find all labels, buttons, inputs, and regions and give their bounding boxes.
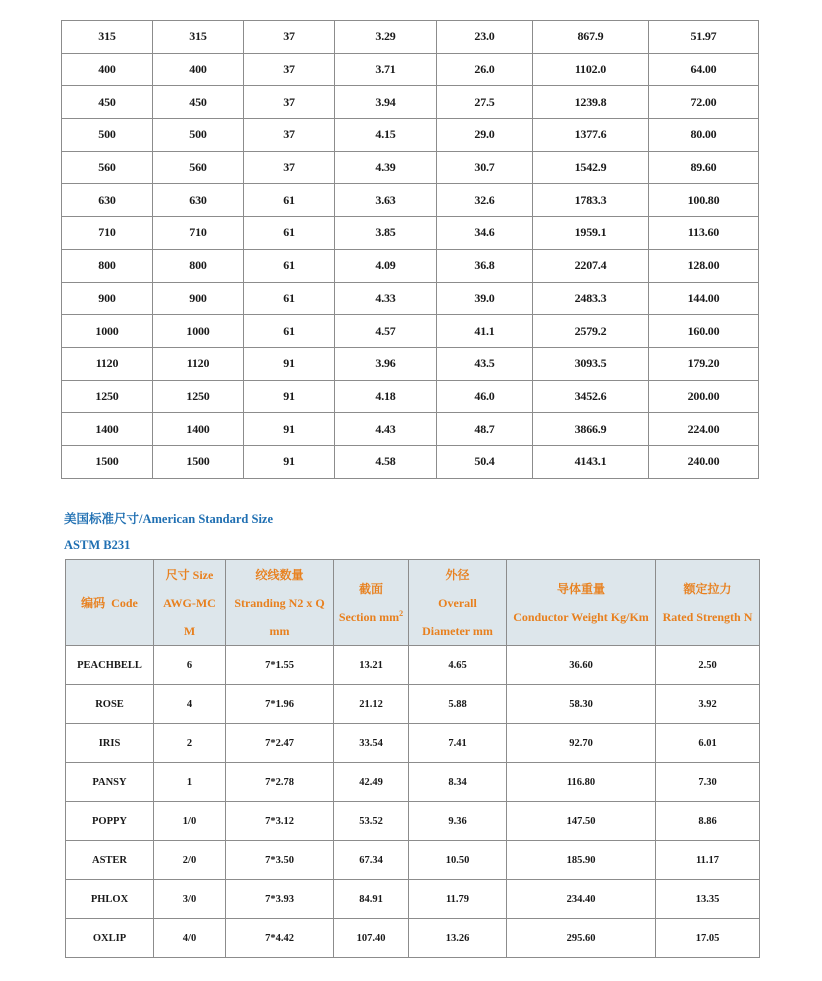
table-row	[66, 919, 760, 958]
table-cell: 61	[244, 315, 335, 348]
table-row	[62, 347, 759, 380]
table-cell: 400	[153, 53, 244, 86]
header-section-sup: 2	[399, 608, 404, 618]
table-cell: 29.0	[437, 119, 533, 152]
table-cell: PHLOX	[66, 880, 154, 919]
table-cell: 4.15	[335, 119, 437, 152]
table-cell: 1500	[62, 445, 153, 478]
table-cell: 39.0	[437, 282, 533, 315]
table-cell: 1500	[153, 445, 244, 478]
table-cell: 4143.1	[533, 445, 649, 478]
table-row	[62, 380, 759, 413]
astm-header-row	[66, 560, 760, 646]
header-size	[154, 560, 226, 646]
table-row	[66, 763, 760, 802]
table-cell: 3.63	[335, 184, 437, 217]
table-cell: 37	[244, 119, 335, 152]
table-cell: 500	[62, 119, 153, 152]
table-cell: 1	[154, 763, 226, 802]
table-cell: 61	[244, 282, 335, 315]
table-cell: 7*2.78	[226, 763, 334, 802]
table-cell: 91	[244, 380, 335, 413]
table-cell: 53.52	[334, 802, 409, 841]
table-cell: 4.65	[409, 646, 507, 685]
table-cell: 91	[244, 413, 335, 446]
table-cell: 6.01	[656, 724, 760, 763]
table-row	[62, 315, 759, 348]
header-size-line2: AWG-MC	[163, 595, 216, 610]
header-strength-line2: Rated Strength N	[662, 609, 753, 624]
table-cell: 13.26	[409, 919, 507, 958]
table-cell: 1000	[62, 315, 153, 348]
table-cell: 84.91	[334, 880, 409, 919]
table-cell: 1120	[62, 347, 153, 380]
table-cell: 3.92	[656, 685, 760, 724]
table-cell: 3/0	[154, 880, 226, 919]
table-row	[62, 151, 759, 184]
table-cell: 4	[154, 685, 226, 724]
table-cell: 630	[153, 184, 244, 217]
table-cell: 710	[62, 217, 153, 250]
table-cell: 91	[244, 445, 335, 478]
metric-size-table	[61, 20, 759, 479]
table-cell: 1400	[62, 413, 153, 446]
table-cell: 147.50	[507, 802, 656, 841]
table-cell: ASTER	[66, 841, 154, 880]
table-cell: 900	[153, 282, 244, 315]
table-cell: 224.00	[649, 413, 759, 446]
table-row	[66, 880, 760, 919]
table-cell: 2579.2	[533, 315, 649, 348]
table-cell: 50.4	[437, 445, 533, 478]
table-cell: 7*3.12	[226, 802, 334, 841]
table-cell: 13.21	[334, 646, 409, 685]
table-cell: 89.60	[649, 151, 759, 184]
table-cell: 113.60	[649, 217, 759, 250]
header-size-line3: M	[183, 623, 196, 638]
table-cell: 867.9	[533, 21, 649, 54]
table-cell: 5.88	[409, 685, 507, 724]
header-diameter-line2: Overall	[438, 595, 477, 610]
table-cell: 7*2.47	[226, 724, 334, 763]
table-cell: PEACHBELL	[66, 646, 154, 685]
table-cell: 1377.6	[533, 119, 649, 152]
header-section-zh: 截面	[358, 581, 383, 596]
table-cell: 37	[244, 53, 335, 86]
table-cell: 800	[153, 249, 244, 282]
table-cell: 37	[244, 151, 335, 184]
table-cell: 3.96	[335, 347, 437, 380]
table-cell: 41.1	[437, 315, 533, 348]
table-row	[62, 445, 759, 478]
table-cell: 900	[62, 282, 153, 315]
table-cell: 4.09	[335, 249, 437, 282]
table-cell: 4.33	[335, 282, 437, 315]
table-cell: 48.7	[437, 413, 533, 446]
table-cell: 17.05	[656, 919, 760, 958]
table-row	[62, 413, 759, 446]
table-cell: 58.30	[507, 685, 656, 724]
table-cell: 4.58	[335, 445, 437, 478]
table-cell: 37	[244, 86, 335, 119]
table-row	[62, 21, 759, 54]
table-cell: 8.86	[656, 802, 760, 841]
table-cell: 1102.0	[533, 53, 649, 86]
table-cell: POPPY	[66, 802, 154, 841]
table-cell: 160.00	[649, 315, 759, 348]
section-title: 美国标准尺寸/American Standard Size	[64, 512, 274, 526]
table-cell: 64.00	[649, 53, 759, 86]
table-cell: 13.35	[656, 880, 760, 919]
header-stranding-line3: mm	[269, 623, 290, 638]
table-cell: 36.8	[437, 249, 533, 282]
table-cell: 1400	[153, 413, 244, 446]
table-cell: 4/0	[154, 919, 226, 958]
table-cell: 185.90	[507, 841, 656, 880]
table-cell: 1250	[153, 380, 244, 413]
table-cell: 80.00	[649, 119, 759, 152]
table-cell: 2/0	[154, 841, 226, 880]
table-cell: 1/0	[154, 802, 226, 841]
table-cell: 7*3.93	[226, 880, 334, 919]
table-cell: 43.5	[437, 347, 533, 380]
astm-table-body	[66, 646, 760, 958]
header-code	[66, 560, 154, 646]
table-cell: 23.0	[437, 21, 533, 54]
table-cell: 26.0	[437, 53, 533, 86]
table-cell: 100.80	[649, 184, 759, 217]
header-section-en: Section mm	[338, 609, 400, 624]
table-cell: 1959.1	[533, 217, 649, 250]
table-cell: 128.00	[649, 249, 759, 282]
table-cell: OXLIP	[66, 919, 154, 958]
table-cell: 3.85	[335, 217, 437, 250]
table-cell: 1250	[62, 380, 153, 413]
table-cell: 30.7	[437, 151, 533, 184]
table-row	[62, 119, 759, 152]
table-cell: 4.57	[335, 315, 437, 348]
table-cell: 1120	[153, 347, 244, 380]
table-cell: 7*4.42	[226, 919, 334, 958]
table-cell: IRIS	[66, 724, 154, 763]
table-cell: 27.5	[437, 86, 533, 119]
table-cell: 560	[153, 151, 244, 184]
table-cell: 3.29	[335, 21, 437, 54]
table-cell: 315	[153, 21, 244, 54]
table-row	[62, 282, 759, 315]
table-cell: 51.97	[649, 21, 759, 54]
header-strength	[656, 560, 760, 646]
table-cell: 67.34	[334, 841, 409, 880]
table-cell: 10.50	[409, 841, 507, 880]
table-cell: 450	[62, 86, 153, 119]
header-weight-line1: 导体重量	[556, 581, 605, 596]
header-weight	[507, 560, 656, 646]
table-cell: 7*1.55	[226, 646, 334, 685]
table-cell: 800	[62, 249, 153, 282]
table-row	[62, 217, 759, 250]
header-size-line1: 尺寸 Size	[165, 567, 214, 582]
table-cell: 3452.6	[533, 380, 649, 413]
table-cell: 61	[244, 184, 335, 217]
table-row	[62, 184, 759, 217]
table-cell: 32.6	[437, 184, 533, 217]
table-cell: 1239.8	[533, 86, 649, 119]
table-cell: 7*3.50	[226, 841, 334, 880]
table-cell: 4.39	[335, 151, 437, 184]
table-cell: 42.49	[334, 763, 409, 802]
table-cell: 6	[154, 646, 226, 685]
table-cell: 1542.9	[533, 151, 649, 184]
table-row	[62, 86, 759, 119]
table-cell: 61	[244, 249, 335, 282]
table-row	[66, 724, 760, 763]
header-strength-line1: 额定拉力	[683, 581, 732, 596]
table-cell: 4.18	[335, 380, 437, 413]
table-cell: 240.00	[649, 445, 759, 478]
header-section	[334, 560, 409, 646]
header-code-zh: 编码	[81, 595, 106, 610]
table-cell: 46.0	[437, 380, 533, 413]
table-cell: 7*1.96	[226, 685, 334, 724]
table-cell: 710	[153, 217, 244, 250]
header-code-en: Code	[111, 595, 138, 610]
table-cell: 2.50	[656, 646, 760, 685]
table-cell: 92.70	[507, 724, 656, 763]
table-cell: 400	[62, 53, 153, 86]
table-cell: 1783.3	[533, 184, 649, 217]
table-cell: 7.30	[656, 763, 760, 802]
table-cell: 11.79	[409, 880, 507, 919]
header-diameter-line1: 外径	[445, 567, 470, 582]
header-diameter-line3: Diameter mm	[422, 623, 493, 638]
table-cell: 91	[244, 347, 335, 380]
table-cell: 234.40	[507, 880, 656, 919]
table-cell: 144.00	[649, 282, 759, 315]
table-row	[62, 249, 759, 282]
table-cell: 2	[154, 724, 226, 763]
table-cell: 21.12	[334, 685, 409, 724]
table-cell: 200.00	[649, 380, 759, 413]
astm-b231-table	[65, 559, 760, 958]
table-cell: 295.60	[507, 919, 656, 958]
table-cell: 33.54	[334, 724, 409, 763]
table-cell: 560	[62, 151, 153, 184]
table-cell: 2207.4	[533, 249, 649, 282]
table-cell: 72.00	[649, 86, 759, 119]
table-row	[66, 802, 760, 841]
table-cell: 3.71	[335, 53, 437, 86]
table-cell: PANSY	[66, 763, 154, 802]
header-stranding-line1: 绞线数量	[255, 567, 304, 582]
table-cell: 1000	[153, 315, 244, 348]
table-cell: 4.43	[335, 413, 437, 446]
table-cell: 500	[153, 119, 244, 152]
metric-size-table-body	[62, 21, 759, 479]
header-diameter	[409, 560, 507, 646]
table-cell: 3866.9	[533, 413, 649, 446]
table-cell: 36.60	[507, 646, 656, 685]
table-cell: 179.20	[649, 347, 759, 380]
table-cell: 8.34	[409, 763, 507, 802]
table-row	[66, 646, 760, 685]
table-cell: 11.17	[656, 841, 760, 880]
table-cell: ROSE	[66, 685, 154, 724]
header-stranding-line2: Stranding N2 x Q	[234, 595, 325, 610]
table-row	[62, 53, 759, 86]
table-cell: 116.80	[507, 763, 656, 802]
table-cell: 3.94	[335, 86, 437, 119]
table-cell: 37	[244, 21, 335, 54]
table-row	[66, 841, 760, 880]
section-subtitle: ASTM B231	[64, 538, 131, 552]
header-stranding	[226, 560, 334, 646]
table-cell: 630	[62, 184, 153, 217]
table-cell: 7.41	[409, 724, 507, 763]
table-cell: 315	[62, 21, 153, 54]
table-cell: 2483.3	[533, 282, 649, 315]
table-cell: 61	[244, 217, 335, 250]
table-row	[66, 685, 760, 724]
table-cell: 3093.5	[533, 347, 649, 380]
header-weight-line2: Conductor Weight Kg/Km	[513, 609, 649, 624]
table-cell: 450	[153, 86, 244, 119]
table-cell: 34.6	[437, 217, 533, 250]
table-cell: 9.36	[409, 802, 507, 841]
table-cell: 107.40	[334, 919, 409, 958]
